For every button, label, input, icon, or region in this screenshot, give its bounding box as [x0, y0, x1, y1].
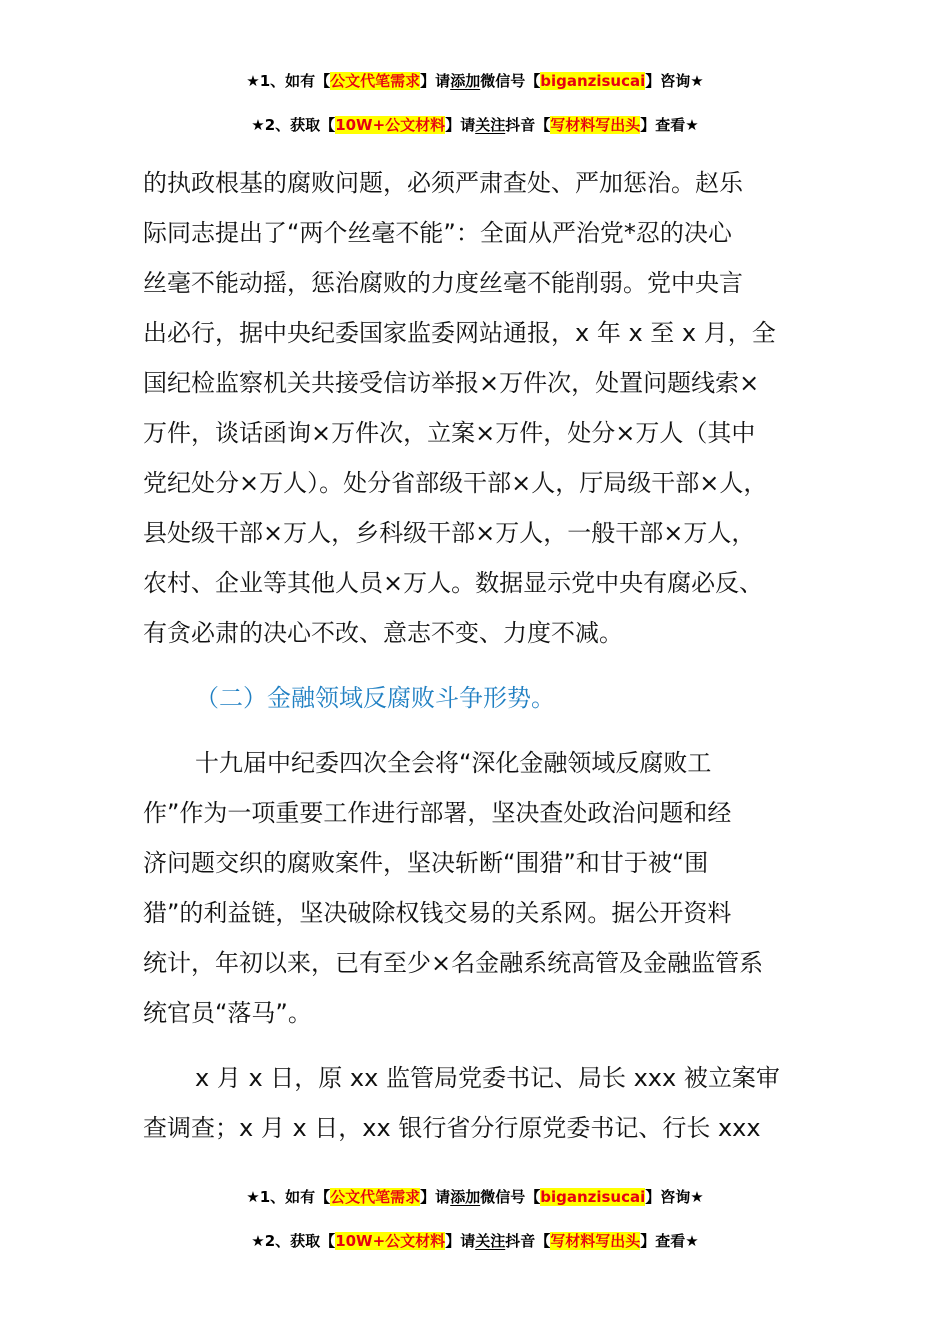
banner-text: 】请	[445, 1232, 476, 1250]
document-body	[143, 158, 833, 1153]
section-heading: （二）金融领域反腐败斗争形势。	[195, 684, 555, 712]
banner-line-1	[0, 59, 950, 103]
banner-text: ★2、获取【	[251, 1232, 336, 1250]
text-line: 万件，谈话函询×万件次，立案×万件，处分×万人（其中	[143, 419, 756, 447]
douyin-id: 写材料写出头	[550, 116, 641, 134]
highlight-materials: 10W+公文材料	[335, 1232, 446, 1250]
bottom-banner	[0, 1175, 950, 1263]
text-line: 出必行，据中央纪委国家监委网站通报，x 年 x 至 x 月，全	[143, 319, 776, 347]
banner-text: ★1、如有【	[246, 1188, 331, 1206]
underlined-text: 添加	[450, 1188, 481, 1206]
banner-text: 】请	[420, 1188, 451, 1206]
text-line: 国纪检监察机关共接受信访举报×万件次，处置问题线索×	[143, 369, 760, 397]
banner-text: 】咨询★	[645, 72, 704, 90]
text-line: 丝毫不能动摇，惩治腐败的力度丝毫不能削弱。党中央言	[143, 269, 743, 297]
text-line: 际同志提出了“两个丝毫不能”：全面从严治党*忍的决心	[143, 219, 732, 247]
banner-text: 】请	[445, 116, 476, 134]
underlined-text: 关注	[475, 1232, 506, 1250]
douyin-id: 写材料写出头	[550, 1232, 641, 1250]
banner-line-2	[0, 1219, 950, 1263]
wechat-id: biganzisucai	[540, 1188, 646, 1206]
underlined-text: 添加	[450, 72, 481, 90]
banner-text: ★1、如有【	[246, 72, 331, 90]
wechat-id: biganzisucai	[540, 72, 646, 90]
text-line: 农村、企业等其他人员×万人。数据显示党中央有腐必反、	[143, 569, 764, 597]
text-line: 统计，年初以来，已有至少×名金融系统高管及金融监管系	[143, 949, 764, 977]
text-line: 的执政根基的腐败问题，必须严肃查处、严加惩治。赵乐	[143, 169, 743, 197]
text-line: 查调查；x 月 x 日，xx 银行省分行原党委书记、行长 xxx	[143, 1114, 761, 1142]
banner-text: 】请	[420, 72, 451, 90]
underlined-text: 关注	[475, 116, 506, 134]
highlight-service: 公文代笔需求	[330, 1188, 421, 1206]
paragraph-3	[143, 1053, 833, 1153]
paragraph-1	[143, 158, 833, 658]
banner-text: 】查看★	[640, 116, 699, 134]
banner-text: 微信号【	[480, 1188, 541, 1206]
text-line: 统官员“落马”。	[143, 999, 312, 1027]
banner-text: 】咨询★	[645, 1188, 704, 1206]
top-banner	[0, 59, 950, 147]
text-line: 作”作为一项重要工作进行部署，坚决查处政治问题和经	[143, 799, 732, 827]
banner-line-1	[0, 1175, 950, 1219]
banner-text: 】查看★	[640, 1232, 699, 1250]
text-line: 党纪处分×万人）。处分省部级干部×人，厅局级干部×人，	[143, 469, 768, 497]
text-line: x 月 x 日，原 xx 监管局党委书记、局长 xxx 被立案审	[195, 1064, 780, 1092]
banner-line-2	[0, 103, 950, 147]
paragraph-2	[143, 738, 833, 1038]
banner-text: ★2、获取【	[251, 116, 336, 134]
banner-text: 抖音【	[505, 1232, 551, 1250]
text-line: 济问题交织的腐败案件，坚决斩断“围猎”和甘于被“围	[143, 849, 709, 877]
banner-text: 微信号【	[480, 72, 541, 90]
highlight-materials: 10W+公文材料	[335, 116, 446, 134]
banner-text: 抖音【	[505, 116, 551, 134]
text-line: 有贪必肃的决心不改、意志不变、力度不减。	[143, 619, 623, 647]
text-line: 十九届中纪委四次全会将“深化金融领域反腐败工	[195, 749, 712, 777]
text-line: 猎”的利益链，坚决破除权钱交易的关系网。据公开资料	[143, 899, 732, 927]
text-line: 县处级干部×万人，乡科级干部×万人，一般干部×万人，	[143, 519, 756, 547]
highlight-service: 公文代笔需求	[330, 72, 421, 90]
